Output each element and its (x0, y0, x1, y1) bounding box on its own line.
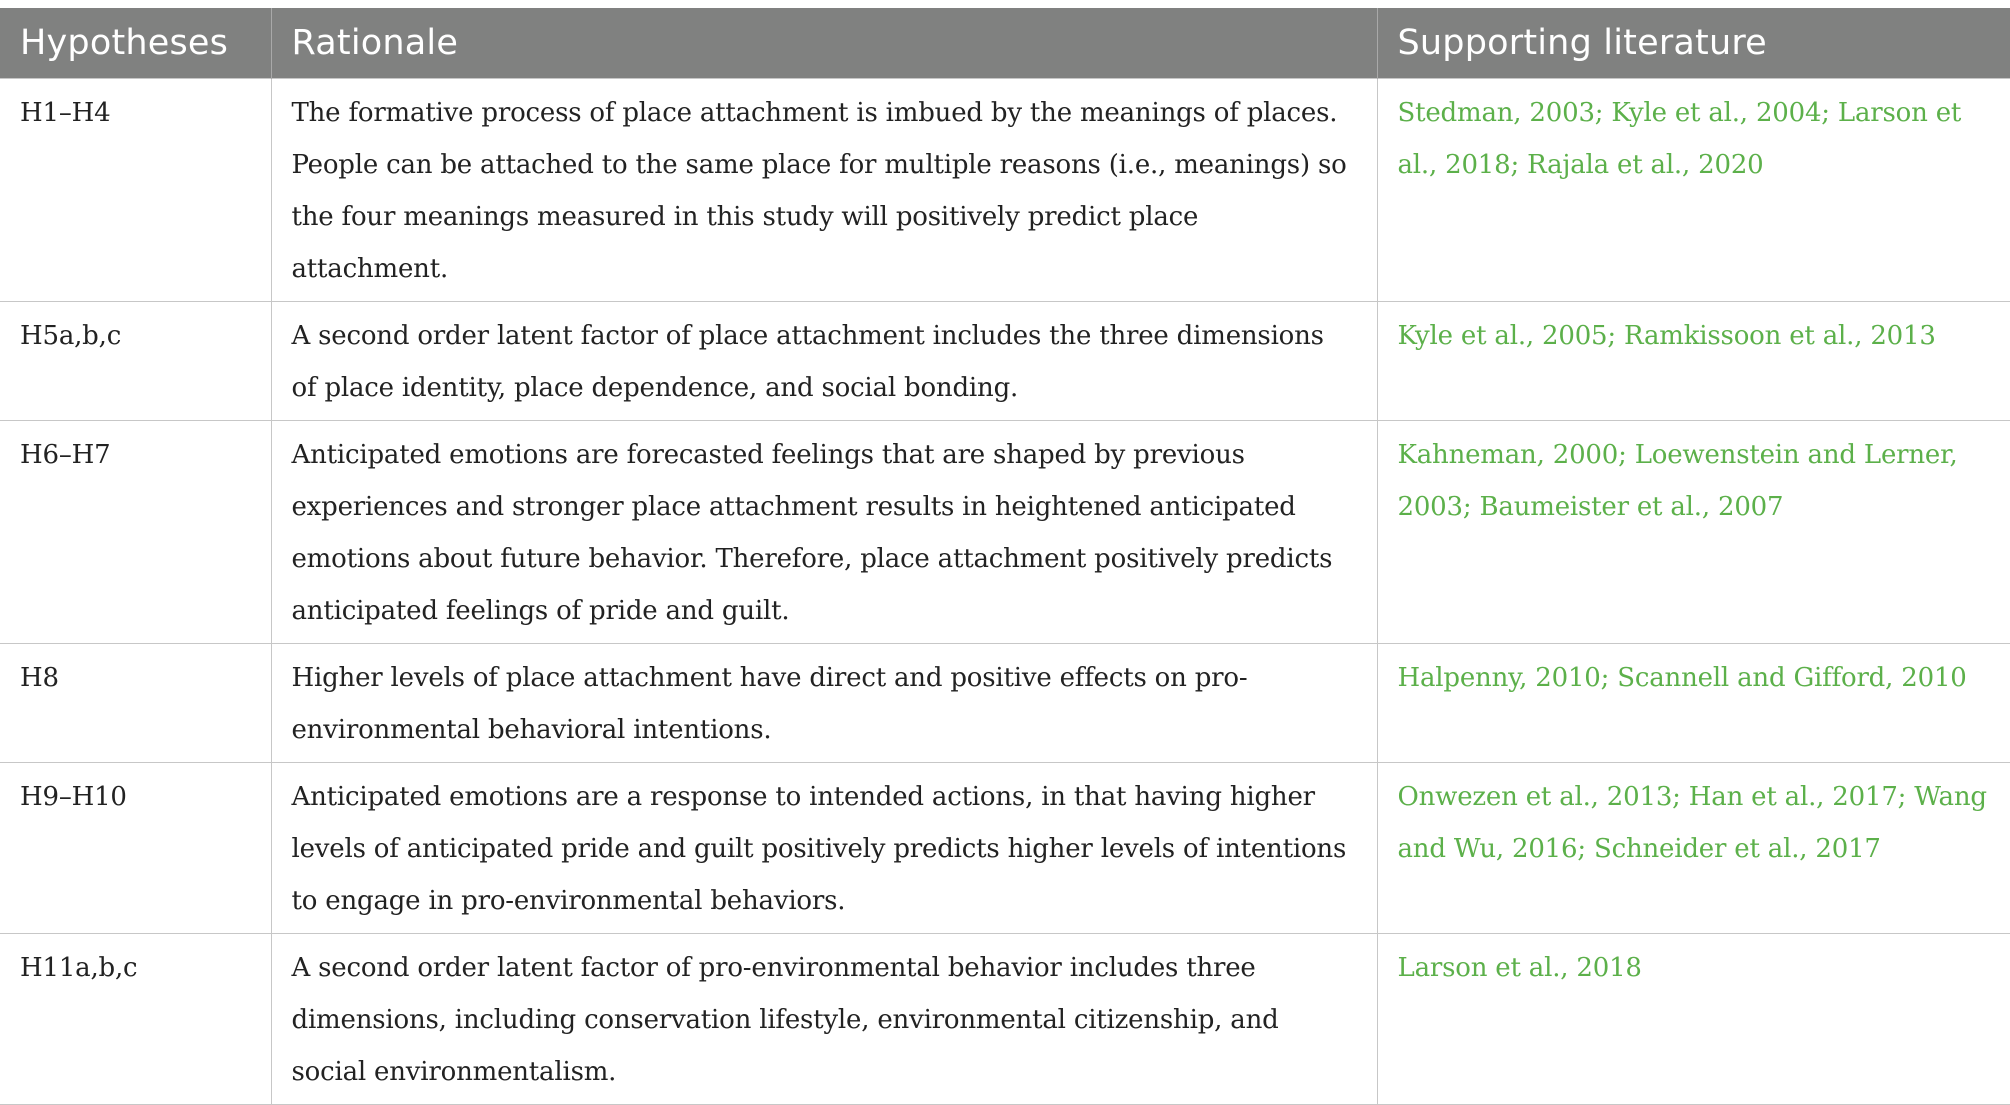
hypothesis-cell: H5a,b,c (0, 302, 271, 421)
hypotheses-table-container (0, 8, 2010, 1105)
table-row (0, 421, 2010, 644)
rationale-cell: Anticipated emotions are a response to intended actions, in that having higher levels of anticipated pride and guilt positively predicts higher levels of intentions to engage in pro-environmental behaviors. (271, 763, 1377, 934)
literature-cell (1377, 934, 2010, 1105)
table-body (0, 79, 2010, 1105)
table-header (0, 8, 2010, 79)
rationale-cell: A second order latent factor of pro-environmental behavior includes three dimensions, including conservation lifestyle, environmental citizenship, and social environmentalism. (271, 934, 1377, 1105)
header-hypotheses: Hypotheses (0, 8, 271, 79)
rationale-cell: The formative process of place attachment is imbued by the meanings of places. People can be attached to the same place for multiple reasons (i.e., meanings) so the four meanings measured in this study will positively predict place attachment. (271, 79, 1377, 302)
literature-cell (1377, 763, 2010, 934)
header-rationale: Rationale (271, 8, 1377, 79)
hypothesis-cell: H1–H4 (0, 79, 271, 302)
table-row (0, 644, 2010, 763)
hypothesis-cell: H11a,b,c (0, 934, 271, 1105)
literature-cell (1377, 79, 2010, 302)
table-row (0, 302, 2010, 421)
rationale-cell: A second order latent factor of place attachment includes the three dimensions of place identity, place dependence, and social bonding. (271, 302, 1377, 421)
header-supporting-literature: Supporting literature (1377, 8, 2010, 79)
hypotheses-table (0, 8, 2010, 1105)
hypothesis-cell: H8 (0, 644, 271, 763)
literature-link[interactable]: Stedman, 2003; Kyle et al., 2004; Larson et al., 2018; Rajala et al., 2020 (1397, 98, 1962, 180)
rationale-cell: Higher levels of place attachment have direct and positive effects on pro-environmental behavioral intentions. (271, 644, 1377, 763)
table-row (0, 763, 2010, 934)
table-row (0, 934, 2010, 1105)
literature-link[interactable]: Halpenny, 2010; Scannell and Gifford, 2010 (1397, 663, 1967, 693)
literature-link[interactable]: Larson et al., 2018 (1397, 953, 1642, 983)
literature-cell (1377, 421, 2010, 644)
literature-cell (1377, 302, 2010, 421)
hypothesis-cell: H6–H7 (0, 421, 271, 644)
literature-cell (1377, 644, 2010, 763)
literature-link[interactable]: Onwezen et al., 2013; Han et al., 2017; Wang and Wu, 2016; Schneider et al., 2017 (1397, 782, 1987, 864)
table-row (0, 79, 2010, 302)
header-row (0, 8, 2010, 79)
rationale-cell: Anticipated emotions are forecasted feelings that are shaped by previous experiences and stronger place attachment results in heightened anticipated emotions about future behavior. Therefore, place attachment positively predicts anticipated feelings of pride and guilt. (271, 421, 1377, 644)
hypothesis-cell: H9–H10 (0, 763, 271, 934)
literature-link[interactable]: Kyle et al., 2005; Ramkissoon et al., 2013 (1397, 321, 1936, 351)
literature-link[interactable]: Kahneman, 2000; Loewenstein and Lerner, 2003; Baumeister et al., 2007 (1397, 440, 1958, 522)
